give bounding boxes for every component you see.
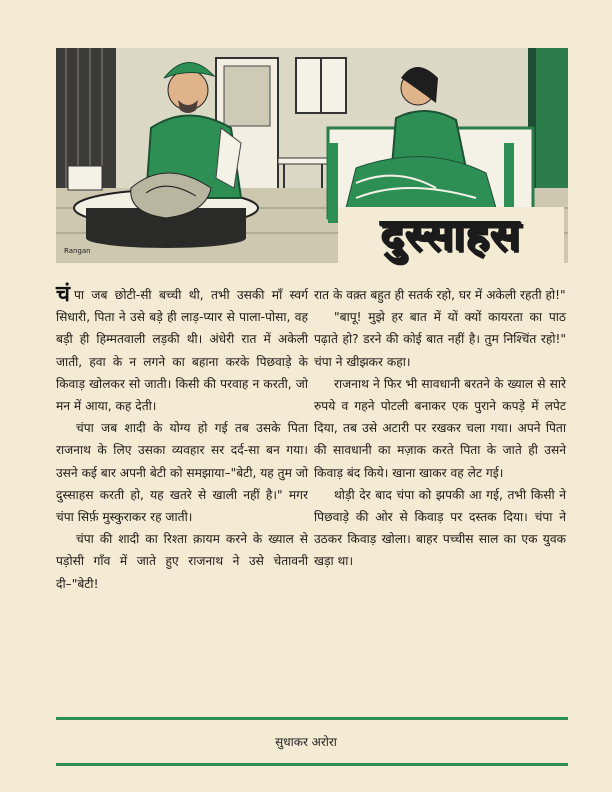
- title-panel: [338, 207, 564, 265]
- paragraph-text: पा जब छोटी-सी बच्ची थी, तभी उसकी माँ स्वर्ग सिधारी, पिता ने उसे बड़े ही लाड़-प्यार से पाला-पोसा, वह बड़ी ही हिम्मतवाली लड़की थी। अंधेरी रात में अकेली जाती, हवा के न लगने का बहाना करके पिछवाड़े के किवाड़ खोलकर सो जाती। किसी की परवाह न करती, जो मन में आया, कह देती।: [56, 288, 308, 414]
- text-column-right: [314, 284, 566, 573]
- author-name: सुधाकर अरोरा: [275, 735, 337, 749]
- text-column-left: [56, 284, 308, 595]
- paragraph: "बापू! मुझे हर बात में यों क्यों कायरता का पाठ पढ़ाते हो? डरने की कोई बात नहीं है। तुम निश्चिंत रहो!" चंपा ने खीझकर कहा।: [314, 310, 566, 369]
- divider-top: [56, 717, 568, 720]
- paragraph: थोड़ी देर बाद चंपा को झपकी आ गई, तभी किसी ने पिछवाड़े की ओर से किवाड़ पर दस्तक दिया। चंपा ने उठकर किवाड़ खोला। बाहर पच्चीस साल का एक युवक खड़ा था।: [314, 487, 566, 569]
- paragraph: [56, 284, 308, 417]
- divider-bottom: [56, 763, 568, 766]
- paragraph: राजनाथ ने फिर भी सावधानी बरतने के ख्याल से सारे रुपये व गहने पोटली बनाकर एक पुराने कपड़े में लपेट दिया, तब उसे अटारी पर रखकर चला गया। अपने पिता की सावधानी का मज़ाक करते पिता के जाते ही उसने किवाड़ बंद किये। खाना खाकर वह लेट गई।: [314, 376, 566, 480]
- paragraph: चंपा जब शादी के योग्य हो गई तब उसके पिता राजनाथ के लिए उसका व्यवहार सर दर्द-सा बन गया। उसने कई बार अपनी बेटी को समझाया–"बेटी, यह तुम जो दुस्साहस करती हो, यह खतरे से खाली नहीं है।" मगर चंपा सिर्फ़ मुस्कुराकर रह जाती।: [56, 421, 308, 525]
- illustrator-signature: Rangan: [64, 247, 91, 255]
- drop-cap: चं: [56, 282, 70, 307]
- paragraph: रात के वक़्त बहुत ही सतर्क रहो, घर में अकेली रहती हो!": [314, 288, 566, 302]
- paragraph: चंपा की शादी का रिश्ता क़ायम करने के ख्याल से पड़ोसी गाँव में जाते हुए राजनाथ ने उसे चेतावनी दी–"बेटी!: [56, 532, 308, 591]
- story-title: दुस्साहस: [380, 210, 522, 261]
